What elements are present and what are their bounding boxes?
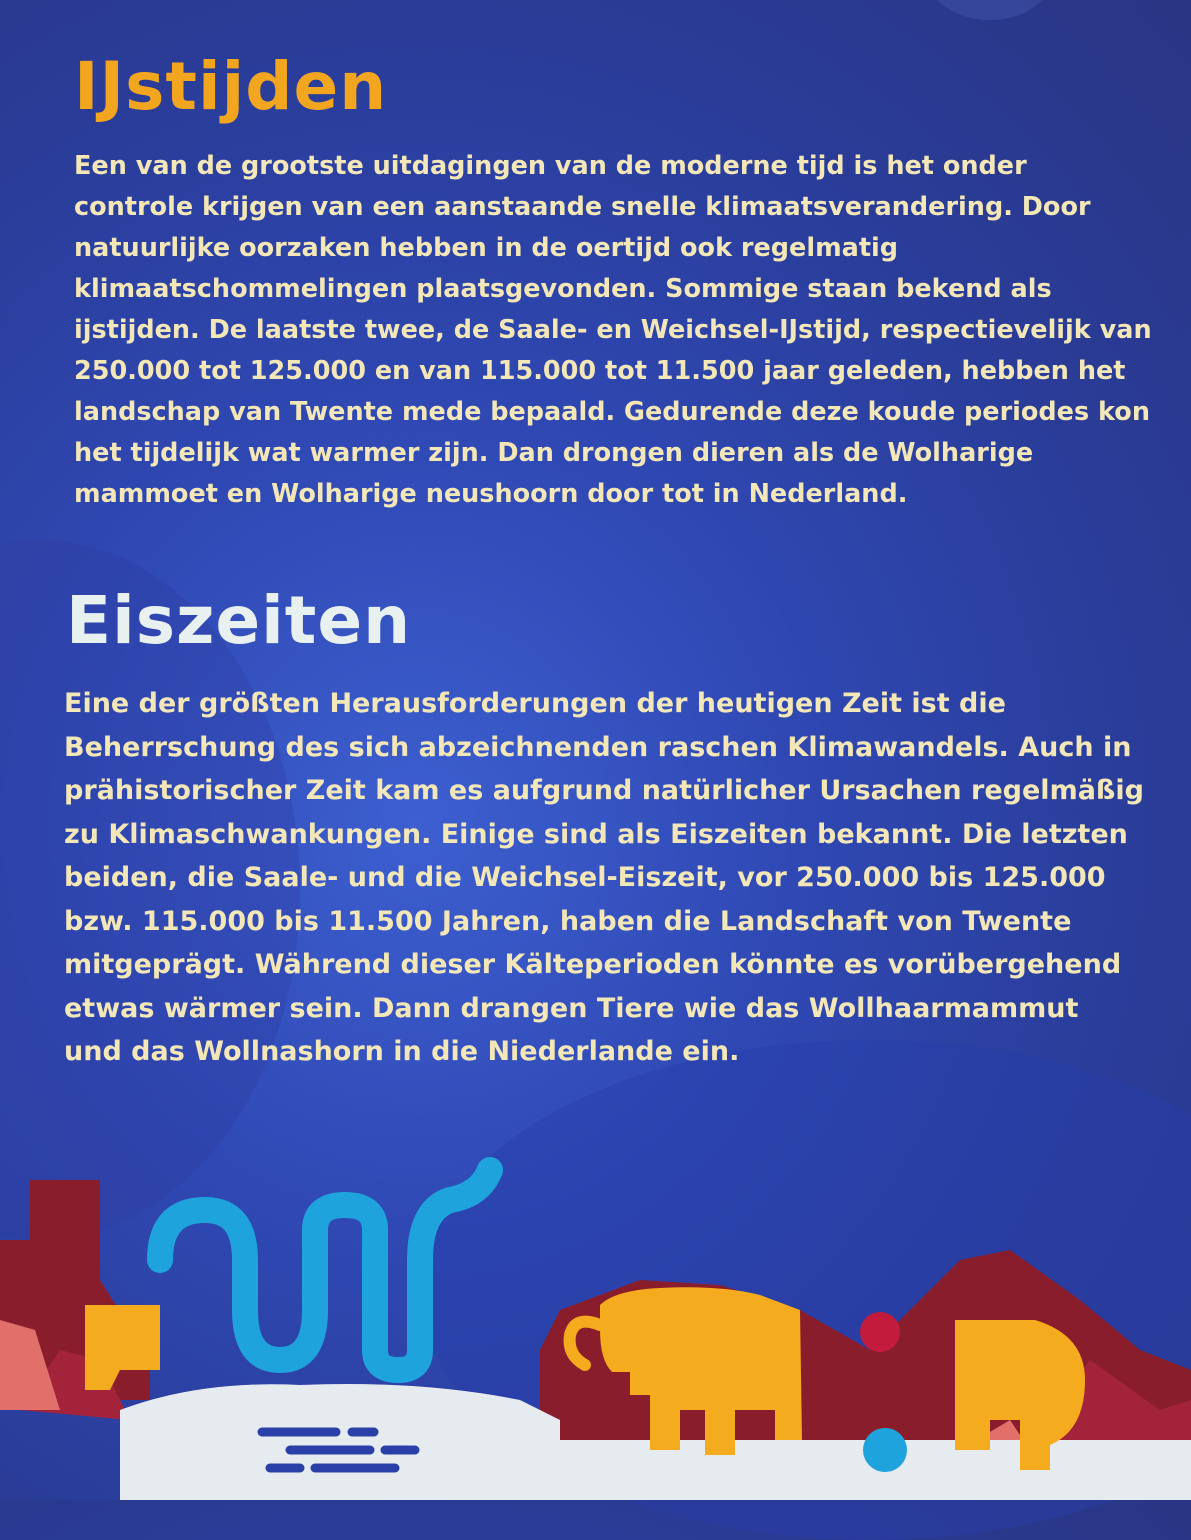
river-icon: [160, 1170, 490, 1370]
blue-dot-icon: [863, 1428, 907, 1472]
background-blob: [930, 0, 1050, 20]
german-title: Eiszeiten: [66, 582, 412, 659]
ground: [120, 1384, 560, 1500]
german-body-text: Eine der größten Herausforderungen der heutigen Zeit ist die Beherrschung des sich abzeichnenden raschen Klimawandels. Auch in prähistorischer Zeit kam es aufgrund natürlicher Ursachen regelmäßig zu Klimaschwankungen. Einige sind als Eiszeiten bekannt. Die letzten beiden, die Saale- und die Weichsel-Eiszeit, vor 250.000 bis 125.000 bzw. 115.000 bis 11.500 Jahren, haben die Landschaft von Twente mitgeprägt. Während dieser Kälteperioden könnte es vorübergehend etwas wärmer sein. Dann drangen Tiere wie das Wollhaarmammut und das Wollnashorn in die Niederlande ein.: [64, 688, 1144, 1067]
landscape-illustration: [0, 1110, 1191, 1500]
red-dot-icon: [860, 1312, 900, 1352]
dutch-body-text: Een van de grootste uitdagingen van de moderne tijd is het onder controle krijgen van een aanstaande snelle klimaatsverandering. Door natuurlijke oorzaken hebben in de oertijd ook regelmatig klimaatschommelingen plaatsgevonden. Sommige staan bekend als ijstijden. De laatste twee, de Saale- en Weichsel-IJstijd, respectievelijk van 250.000 tot 125.000 en van 115.000 tot 11.500 jaar geleden, hebben het landschap van Twente mede bepaald. Gedurende deze koude periodes kon het tijdelijk wat warmer zijn. Dan drongen dieren als de Wolharige mammoet en Wolharige neushoorn door tot in Nederland.: [74, 151, 1152, 509]
dutch-title: IJstijden: [74, 48, 388, 125]
